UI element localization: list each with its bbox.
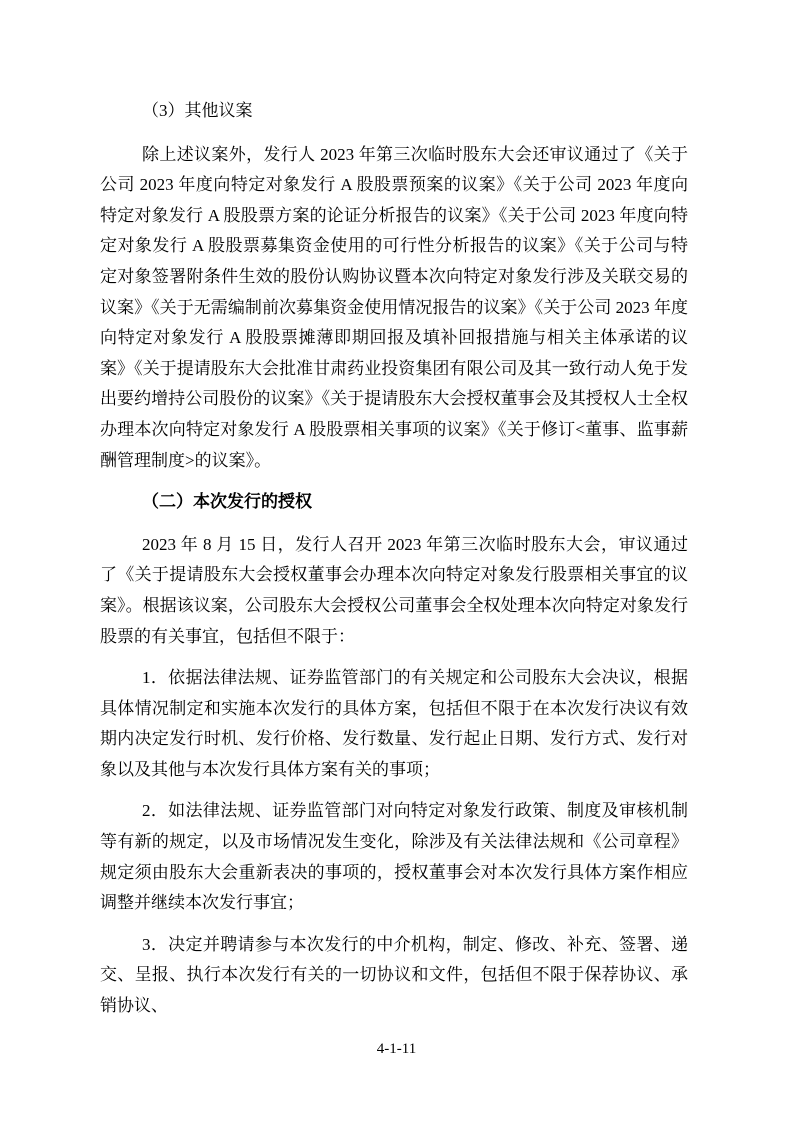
page-number: 4-1-11: [376, 1041, 417, 1057]
page-content: [100, 96, 688, 1033]
subsection-heading-other-proposals: （3）其他议案: [142, 101, 253, 120]
paragraph-other-resolutions: 除上述议案外，发行人 2023 年第三次临时股东大会还审议通过了《关于公司 2023 年度向特定对象发行 A 股股票预案的议案》《关于公司 2023 年度向特定对象发行 A 股股票方案的论证分析报告的议案》《关于公司 2023 年度向特定对象发行 A 股股票募集资金使用的可行性分析报告的议案》《关于公司与特定对象签署附条件生效的股份认购协议暨本次向特定对象发行涉及关联交易的议案》《关于无需编制前次募集资金使用情况报告的议案》《关于公司 2023 年度向特定对象发行 A 股股票摊薄即期回报及填补回报措施与相关主体承诺的议案》《关于提请股东大会批准甘肃药业投资集团有限公司及其一致行动人免于发出要约增持公司股份的议案》《关于提请股东大会授权董事会及其授权人士全权办理本次向特定对象发行 A 股股票相关事项的议案》《关于修订<董事、监事薪酬管理制度>的议案》。: [100, 144, 688, 470]
paragraph-authorization-item-2: 2．如法律法规、证券监管部门对向特定对象发行政策、制度及审核机制等有新的规定，以及市场情况发生变化，除涉及有关法律法规和《公司章程》规定须由股东大会重新表决的事项的，授权董事会对本次发行具体方案作相应调整并继续本次发行事宜；: [100, 801, 688, 913]
paragraph-authorization-item-1: 1．依据法律法规、证券监管部门的有关规定和公司股东大会决议，根据具体情况制定和实施本次发行的具体方案，包括但不限于在本次发行决议有效期内决定发行时机、发行价格、发行数量、发行起止日期、发行方式、发行对象以及其他与本次发行具体方案有关的事项；: [100, 668, 688, 779]
paragraph-authorization-item-3: 3．决定并聘请参与本次发行的中介机构，制定、修改、补充、签署、递交、呈报、执行本次发行有关的一切协议和文件，包括但不限于保荐协议、承销协议、: [100, 934, 688, 1016]
section-heading-issuance-authorization: （二）本次发行的授权: [142, 492, 312, 512]
page-footer: [0, 1040, 793, 1058]
paragraph-authorization-intro: 2023 年 8 月 15 日，发行人召开 2023 年第三次临时股东大会，审议通过了《关于提请股东大会授权董事会办理本次向特定对象发行股票相关事宜的议案》。根据该议案，公司股东大会授权公司董事会全权处理本次向特定对象发行股票的有关事宜，包括但不限于：: [100, 534, 688, 646]
